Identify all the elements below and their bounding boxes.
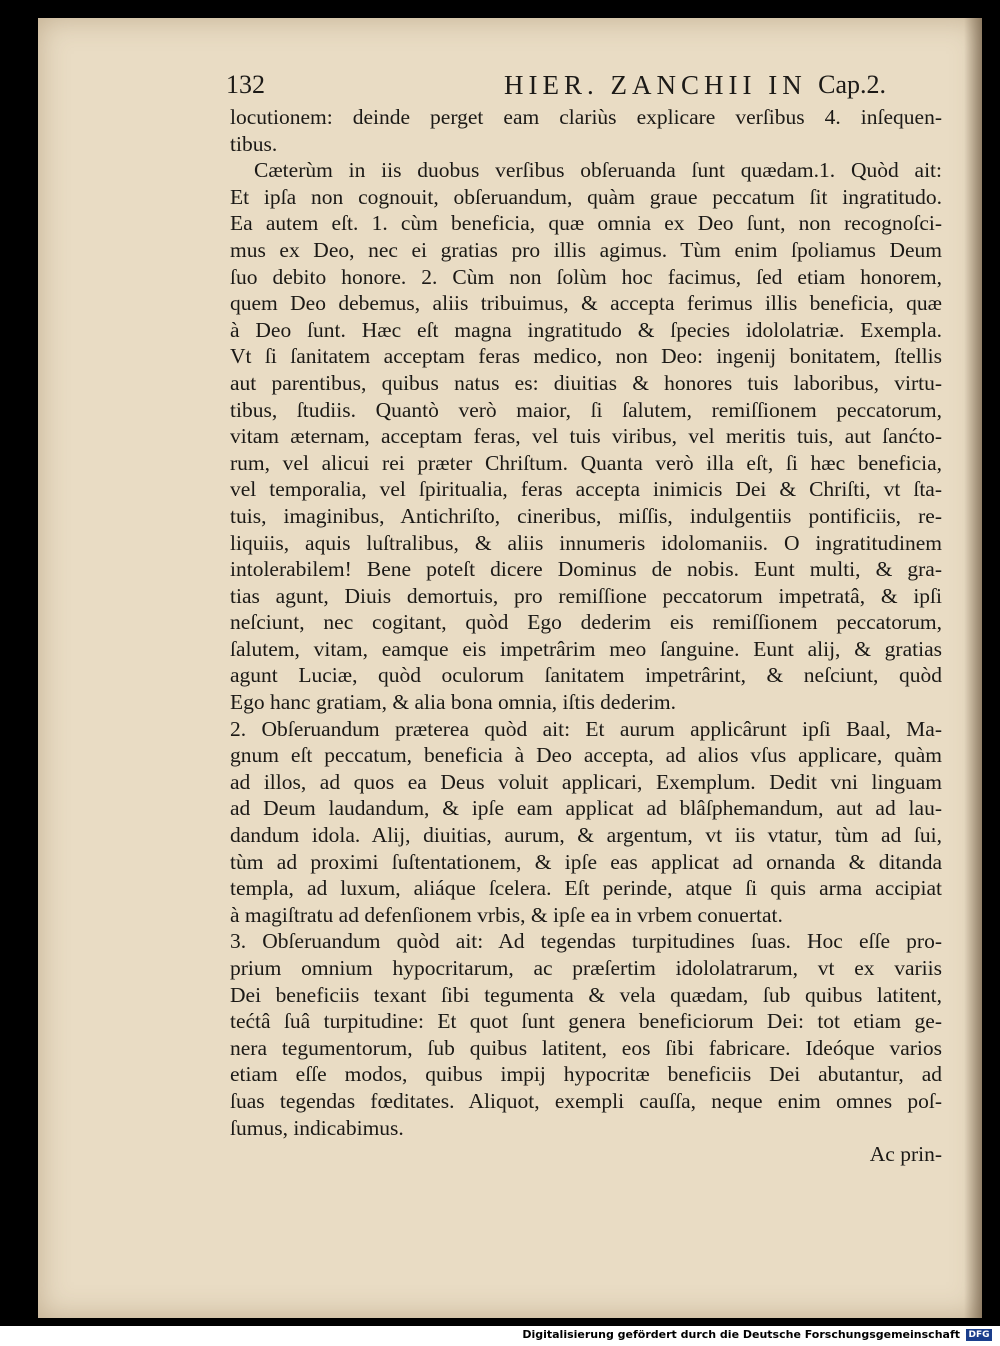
- text-line: locutionem: deinde perget eam clariùs explicare verſibus 4. inſequen-: [230, 105, 942, 129]
- text-line: gnum eſt peccatum, beneficia à Deo accepta, ad alios vſus applicare, quàm: [230, 743, 942, 768]
- page-header: [186, 70, 946, 106]
- text-line: quem Deo debemus, aliis tribuimus, & accepta ferimus illis beneficia, quæ: [230, 291, 942, 316]
- text-line: ſalutem, vitam, eamque eis impetrârim meo ſanguine. Eunt alij, & gratias: [230, 636, 942, 661]
- footer-bar: [0, 1326, 1000, 1346]
- text-line: ad Deum laudandum, & ipſe eam applicat ad blâſphemandum, aut ad lau-: [230, 796, 942, 821]
- text-line: à Deo ſunt. Hæc eſt magna ingratitudo & ſpecies idololatriæ. Exempla.: [230, 317, 942, 342]
- text-line: agunt Luciæ, quòd oculorum ſanitatem impetrârint, & neſciunt, quòd: [230, 663, 942, 688]
- text-line: Vt ſi ſanitatem acceptam feras medico, non Deo: ingenij bonitatem, ſtellis: [230, 344, 942, 369]
- text-line: ſumus, indicabimus.: [230, 1115, 404, 1140]
- page-number: 132: [226, 70, 265, 99]
- text-line: rum, vel alicui rei præter Chriſtum. Quanta verò illa eſt, ſi hæc beneficia,: [230, 450, 942, 475]
- text-line: etiam eſſe modos, quibus impij hypocritæ beneficiis Dei abutantur, ad: [230, 1062, 942, 1087]
- text-line: tibus, ſtudiis. Quantò verò maior, ſi ſalutem, remiſſionem peccatorum,: [230, 397, 942, 422]
- text-body: [230, 104, 942, 1168]
- text-line: dandum idola. Alij, diuitias, aurum, & argentum, vt iis vtatur, tùm ad ſui,: [230, 823, 942, 848]
- text-line: Ego hanc gratiam, & alia bona omnia, iſtis dederim.: [230, 690, 676, 715]
- text-line: liquiis, aquis luſtralibus, & aliis innumeris idolomaniis. O ingratitudinem: [230, 530, 942, 555]
- text-line: 3. Obſeruandum quòd ait: Ad tegendas turpitudines ſuas. Hoc eſſe pro-: [230, 929, 942, 954]
- text-line: ſuas tegendas fœditates. Aliquot, exempli cauſſa, neque enim omnes poſ-: [230, 1088, 942, 1113]
- text-line: vitam æternam, acceptam feras, vel tuis viribus, vel meritis tuis, aut ſanćto-: [230, 424, 942, 449]
- text-line: templa, ad luxum, aliáque ſcelera. Eſt perinde, atque ſi quis arma accipiat: [230, 876, 942, 901]
- text-line: neſciunt, nec cogitant, quòd Ego dederim eis remiſſionem peccatorum,: [230, 610, 942, 635]
- page-gutter-shadow: [964, 18, 982, 1318]
- text-line: Ea autem eſt. 1. cùm beneficia, quæ omnia ex Deo ſunt, non recognoſci-: [230, 211, 942, 236]
- text-line: tùm ad proximi ſuſtentationem, & ipſe eas applicat ad ornanda & ditanda: [230, 849, 942, 874]
- dfg-logo: DFG: [966, 1329, 992, 1341]
- text-line: vel temporalia, vel ſpiritualia, feras accepta inimicis Dei & Chriſti, vt ſta-: [230, 477, 942, 502]
- text-line: 2. Obſeruandum præterea quòd ait: Et aurum applicârunt ipſi Baal, Ma-: [230, 716, 942, 741]
- text-line: tias agunt, Diuis demortuis, pro remiſſione peccatorum impetratâ, & ipſi: [230, 583, 942, 608]
- text-line: prium omnium hypocritarum, ac præſertim idololatrarum, vt ex variis: [230, 956, 942, 980]
- text-line: ſuo debito honore. 2. Cùm non ſolùm hoc facimus, ſed etiam honorem,: [230, 264, 942, 289]
- text-line: Cæterùm in iis duobus verſibus obſeruanda ſunt quædam.1. Quòd ait:: [254, 158, 942, 183]
- text-line: tuis, imaginibus, Antichriſto, cineribus, miſſis, indulgentiis pontificiis, re-: [230, 503, 942, 528]
- text-line: tibus.: [230, 131, 278, 156]
- text-line: nera tegumentorum, ſub quibus latitent, eos ſibi fabricare. Ideóque varios: [230, 1035, 942, 1060]
- chapter-label: Cap.2.: [818, 70, 886, 99]
- text-line: Dei beneficiis texant ſibi tegumenta & vela quædam, ſub quibus latitent,: [230, 982, 942, 1007]
- text-line: à magiſtratu ad defenſionem vrbis, & ipſe ea in vrbem conuertat.: [230, 902, 783, 927]
- text-line: mus ex Deo, nec ei gratias pro illis agimus. Tùm enim ſpoliamus Deum: [230, 237, 942, 262]
- text-line: tećtâ ſuâ turpitudine: Et quot ſunt genera beneficiorum Dei: tot etiam ge-: [230, 1009, 942, 1034]
- text-line: Ac prin-: [869, 1142, 942, 1167]
- running-head: HIER. ZANCHII IN: [504, 70, 807, 100]
- text-line: intolerabilem! Bene poteſt dicere Dominus de nobis. Eunt multi, & gra-: [230, 557, 942, 582]
- text-line: aut parentibus, quibus natus es: diuitias & honores tuis laboribus, virtu-: [230, 370, 942, 395]
- text-line: ad illos, ad quos ea Deus voluit applicari, Exemplum. Dedit vni linguam: [230, 769, 942, 794]
- text-line: Et ipſa non cognouit, obſeruandum, quàm graue peccatum ſit ingratitudo.: [230, 184, 942, 209]
- funding-notice: Digitalisierung gefördert durch die Deutsche Forschungsgemeinschaft: [522, 1328, 960, 1341]
